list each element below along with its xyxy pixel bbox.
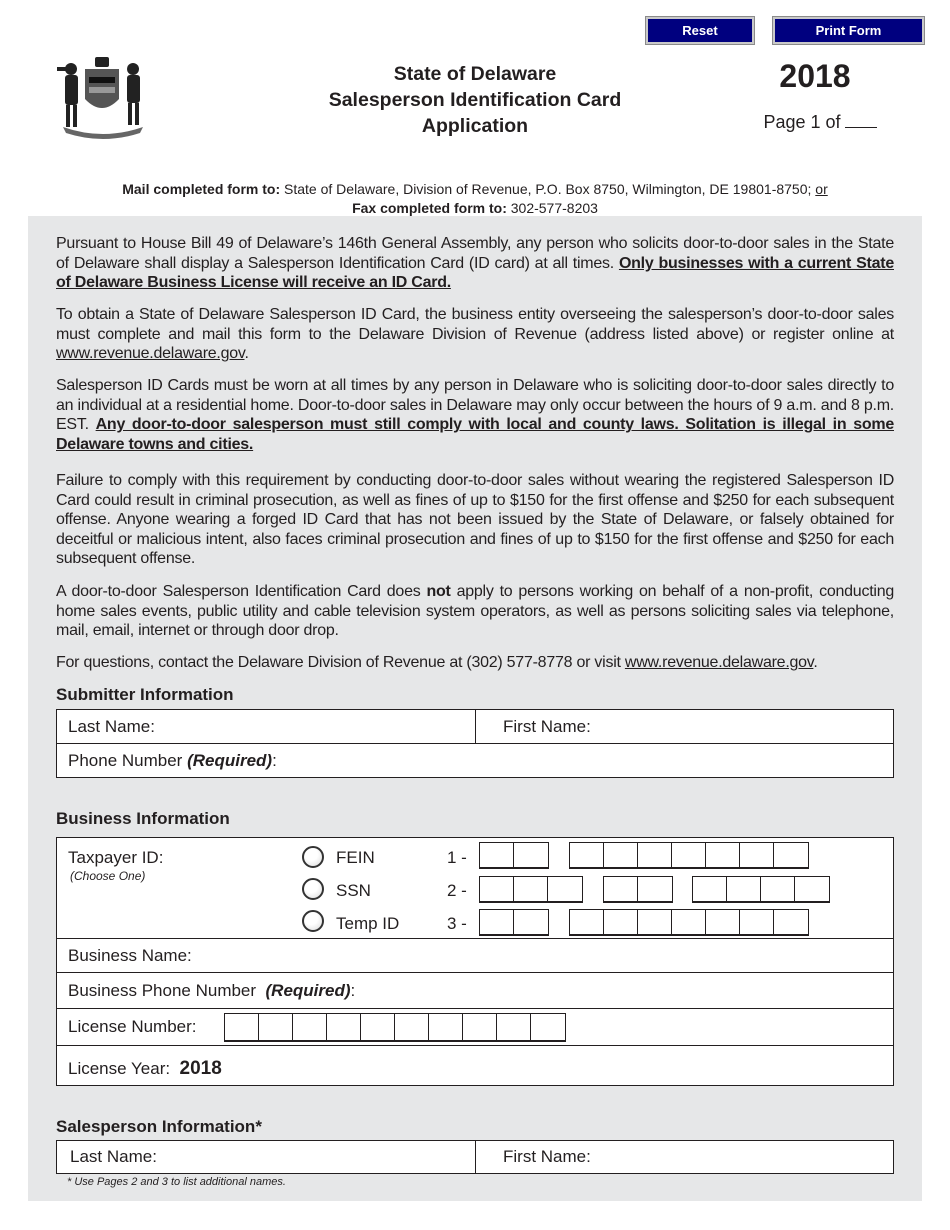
salesperson-section-title: Salesperson Information* (56, 1117, 262, 1136)
form-title (290, 61, 660, 139)
license-year-value: 2018 (179, 1057, 222, 1079)
business-phone-field[interactable]: Business Phone Number (Required) : (68, 980, 356, 1000)
temp-id-radio[interactable] (302, 910, 324, 932)
additional-names-note: * Use Pages 2 and 3 to list additional names. (67, 1176, 286, 1188)
page-total-blank[interactable] (845, 114, 877, 128)
submitter-section-title: Submitter Information (56, 685, 234, 704)
fax-label: Fax completed form to: (352, 200, 507, 216)
ssn-label: SSN (336, 881, 371, 900)
submitter-phone-field[interactable]: Phone Number (Required) : (68, 750, 277, 770)
fein-label: FEIN (336, 848, 375, 867)
ssn-number: 2 - (447, 881, 467, 900)
submitter-last-name-field[interactable]: Last Name: (68, 716, 155, 736)
paragraph-failure: Failure to comply with this requirement by conducting door-to-door sales without wearing the registered Salesperson ID Card could result in criminal prosecution, as well as fines of up to $150 for the first offense and $250 for each subsequent offense. Anyone wearing a forged ID Card that has not been issued by the State of Delaware, or falsely obtained for deceitful or malicious intent, also faces criminal prosecution and fines of up to $150 for the first offense and $250 for each subsequent offense. (56, 472, 894, 568)
license-number-boxes[interactable] (224, 1013, 566, 1042)
fein-radio[interactable] (302, 846, 324, 868)
ssn-part2-boxes[interactable] (603, 876, 673, 903)
ssn-radio[interactable] (302, 878, 324, 900)
temp-id-number: 3 - (447, 914, 467, 933)
license-number-label: License Number: (68, 1017, 197, 1036)
ssn-part1-boxes[interactable] (479, 876, 583, 903)
revenue-link[interactable]: www.revenue.delaware.gov (56, 345, 245, 363)
paragraph-questions: For questions, contact the Delaware Division of Revenue at (302) 577-8778 or visit www.revenue.delaware.gov. (56, 654, 818, 671)
print-form-button[interactable]: Print Form (773, 17, 924, 44)
fein-prefix-boxes[interactable] (479, 842, 549, 869)
fein-number: 1 - (447, 848, 467, 867)
license-year-row (57, 1046, 893, 1085)
submitter-first-name-field[interactable]: First Name: (503, 716, 591, 736)
paragraph-worn: Salesperson ID Cards must be worn at all times by any person in Delaware who is soliciting door-to-door sales directly to an individual at a residential home. Door-to-door sales in Delaware may only occur between the hours of 9 a.m. and 8 p.m. EST. Any door-to-door salesperson must still comply with local and county laws. Solitation is illegal in some Delaware towns and cities. (56, 377, 894, 453)
mail-label: Mail completed form to: (122, 181, 281, 197)
paragraph-exemptions: A door-to-door Salesperson Identification Card does not apply to persons working on behalf of a non-profit, conducting home sales events, public utility and cable television system operators, as well as persons soliciting sales via telephone, mail, email, internet or through door drop. (56, 583, 894, 640)
page-label: Page 1 of (763, 112, 841, 132)
paragraph-obtain: To obtain a State of Delaware Salesperson ID Card, the business entity overseeing the salesperson’s door-to-door sales must complete and mail this form to the Delaware Division of Revenue (address listed above) or register online at www.revenue.delaware.gov. (56, 306, 894, 363)
title-line-1: State of Delaware (393, 63, 557, 85)
salesperson-box (56, 1140, 894, 1174)
title-line-3: Application (421, 115, 529, 137)
license-year-label: License Year: (68, 1058, 171, 1078)
mail-or: or (815, 181, 828, 197)
taxpayer-label: Taxpayer ID: (68, 848, 164, 867)
fein-suffix-boxes[interactable] (569, 842, 809, 869)
salesperson-last-name-field[interactable]: Last Name: (70, 1147, 157, 1166)
temp-id-label: Temp ID (336, 914, 400, 933)
business-box (56, 837, 894, 1086)
business-name-field[interactable]: Business Name: (68, 945, 192, 965)
temp-id-suffix-boxes[interactable] (569, 909, 809, 936)
taxpayer-hint: (Choose One) (70, 869, 146, 883)
paragraph-house-bill: Pursuant to House Bill 49 of Delaware’s 146th General Assembly, any person who solicits door-to-door sales in the State of Delaware shall display a Salesperson Identification Card (ID card) at all times. Only businesses with a current State of Delaware Business License will receive an ID Card. (56, 235, 894, 292)
fax-number: 302-577-8203 (506, 200, 598, 216)
page-indicator (740, 112, 900, 133)
salesperson-first-name-field[interactable]: First Name: (503, 1147, 591, 1166)
delaware-seal-icon (55, 55, 150, 140)
reset-button[interactable]: Reset (646, 17, 754, 44)
temp-id-prefix-boxes[interactable] (479, 909, 549, 936)
mail-address: State of Delaware, Division of Revenue, P.O. Box 8750, Wilmington, DE 19801-8750; (280, 181, 816, 197)
revenue-link-2[interactable]: www.revenue.delaware.gov (624, 654, 814, 671)
business-section-title: Business Information (56, 809, 230, 828)
title-line-2: Salesperson Identification Card (328, 89, 622, 111)
submitter-box (56, 709, 894, 778)
taxpayer-id-row (57, 838, 893, 939)
mail-instructions (0, 180, 950, 218)
form-year: 2018 (779, 58, 851, 94)
ssn-part3-boxes[interactable] (692, 876, 830, 903)
